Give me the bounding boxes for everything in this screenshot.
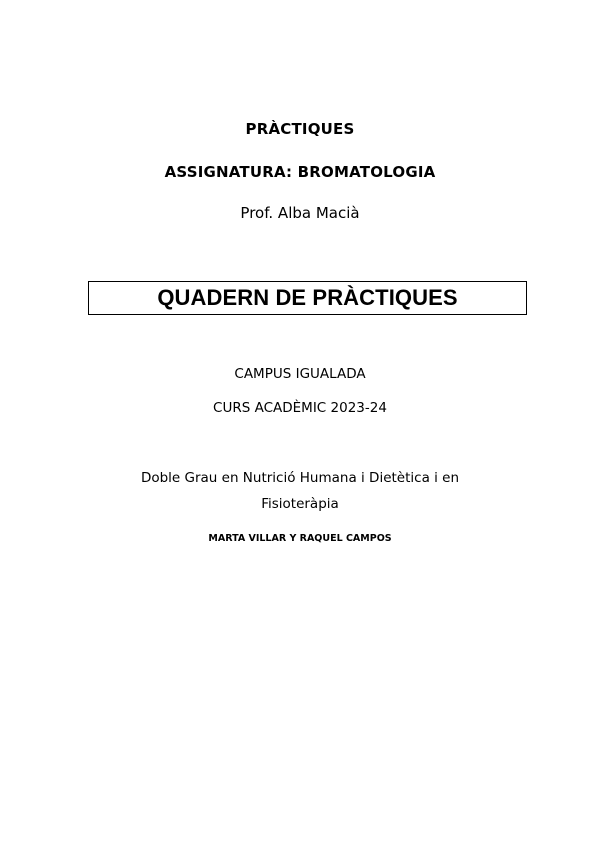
degree-line-2: Fisioteràpia	[261, 496, 339, 512]
degree-line-1: Doble Grau en Nutrició Humana i Dietètica i en	[140, 470, 460, 486]
document-title: QUADERN DE PRÀCTIQUES	[157, 285, 458, 310]
campus-name: CAMPUS IGUALADA	[234, 366, 366, 382]
practiques-label: PRÀCTIQUES	[245, 120, 355, 138]
professor-name: Prof. Alba Macià	[240, 204, 360, 222]
academic-year: CURS ACADÈMIC 2023-24	[213, 400, 387, 416]
title-box	[88, 281, 527, 315]
authors: MARTA VILLAR Y RAQUEL CAMPOS	[208, 533, 392, 544]
subject-heading: ASSIGNATURA: BROMATOLOGIA	[164, 163, 436, 181]
